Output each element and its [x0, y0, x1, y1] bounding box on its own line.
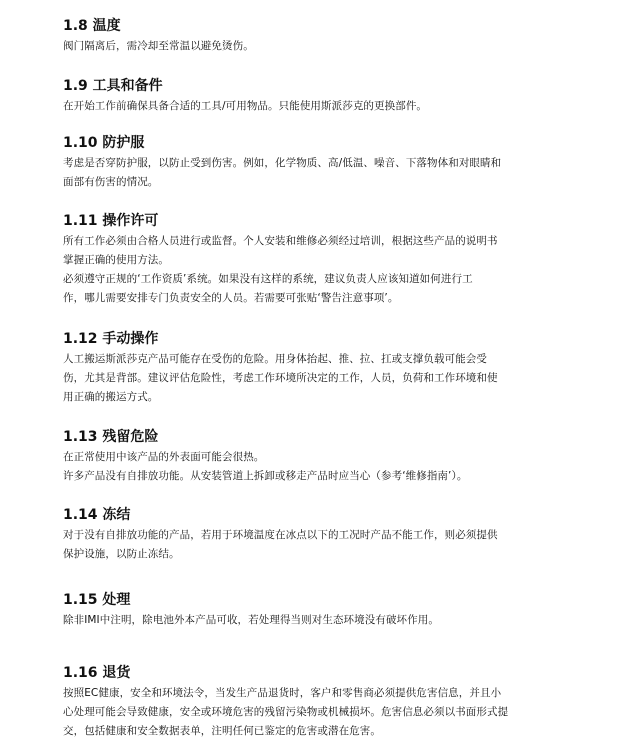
body-line: 保护设施，以防止冻结。	[63, 548, 180, 560]
section-temperature	[63, 17, 583, 56]
body-line: 阀门隔离后，需冷却至常温以避免烫伤。	[63, 40, 254, 52]
body-line: 交，包括健康和安全数据表单，注明任何已鉴定的危害或潜在危害。	[63, 725, 381, 737]
body-line: 除非IMI中注明，除电池外本产品可收，若处理得当则对生态环境没有破坏作用。	[63, 614, 439, 626]
section-returning-products	[63, 664, 583, 741]
body-line: 所有工作必须由合格人员进行或监督。个人安装和维修必须经过培训，根据这些产品的说明书	[63, 235, 498, 247]
body-line: 伤，尤其是背部。建议评估危险性，考虑工作环境所决定的工作，人员，负荷和工作环境和使	[63, 372, 498, 384]
body-line: 面部有伤害的情况。	[63, 176, 159, 188]
section-permits-to-work	[63, 212, 583, 308]
section-heading: 1.15 处理	[63, 592, 131, 608]
section-protective-clothing	[63, 134, 583, 192]
section-heading: 1.14 冻结	[63, 507, 131, 523]
body-line: 对于没有自排放功能的产品，若用于环境温度在冰点以下的工况时产品不能工作，则必须提供	[63, 529, 498, 541]
section-residual-hazards	[63, 428, 583, 486]
body-line: 许多产品没有自排放功能。从安装管道上拆卸或移走产品时应当心（参考‘维修指南’）。	[63, 470, 468, 482]
body-line: 作，哪儿需要安排专门负责安全的人员。若需要可张贴‘警告注意事项’。	[63, 292, 399, 304]
section-heading: 1.9 工具和备件	[63, 78, 163, 94]
section-heading: 1.10 防护服	[63, 135, 145, 151]
section-heading: 1.8 温度	[63, 18, 121, 34]
body-line: 按照EC健康，安全和环境法令，当发生产品退货时，客户和零售商必须提供危害信息，并且小	[63, 687, 502, 699]
body-line: 掌握正确的使用方法。	[63, 254, 169, 266]
body-line: 心处理可能会导致健康，安全或环境危害的残留污染物或机械损坏。危害信息必须以书面形式提	[63, 706, 509, 718]
section-heading: 1.16 退货	[63, 665, 131, 681]
body-line: 人工搬运斯派莎克产品可能存在受伤的危险。用身体抬起、推、拉、扛或支撑负载可能会受	[63, 353, 487, 365]
body-line: 必须遵守正规的‘工作资质’系统。如果没有这样的系统，建议负责人应该知道如何进行工	[63, 273, 473, 285]
section-freezing	[63, 506, 583, 564]
section-heading: 1.11 操作许可	[63, 213, 159, 229]
section-heading: 1.12 手动操作	[63, 331, 159, 347]
body-line: 考虑是否穿防护服，以防止受到伤害。例如，化学物质、高/低温、噪音、下落物体和对眼睛和	[63, 157, 502, 169]
section-tools-and-spares	[63, 77, 583, 116]
body-line: 在开始工作前确保具备合适的工具/可用物品。只能使用斯派莎克的更换部件。	[63, 100, 428, 112]
section-handling	[63, 330, 583, 407]
body-line: 在正常使用中该产品的外表面可能会很热。	[63, 451, 265, 463]
body-line: 用正确的搬运方式。	[63, 391, 159, 403]
section-disposal	[63, 591, 583, 630]
section-heading: 1.13 残留危险	[63, 429, 159, 445]
